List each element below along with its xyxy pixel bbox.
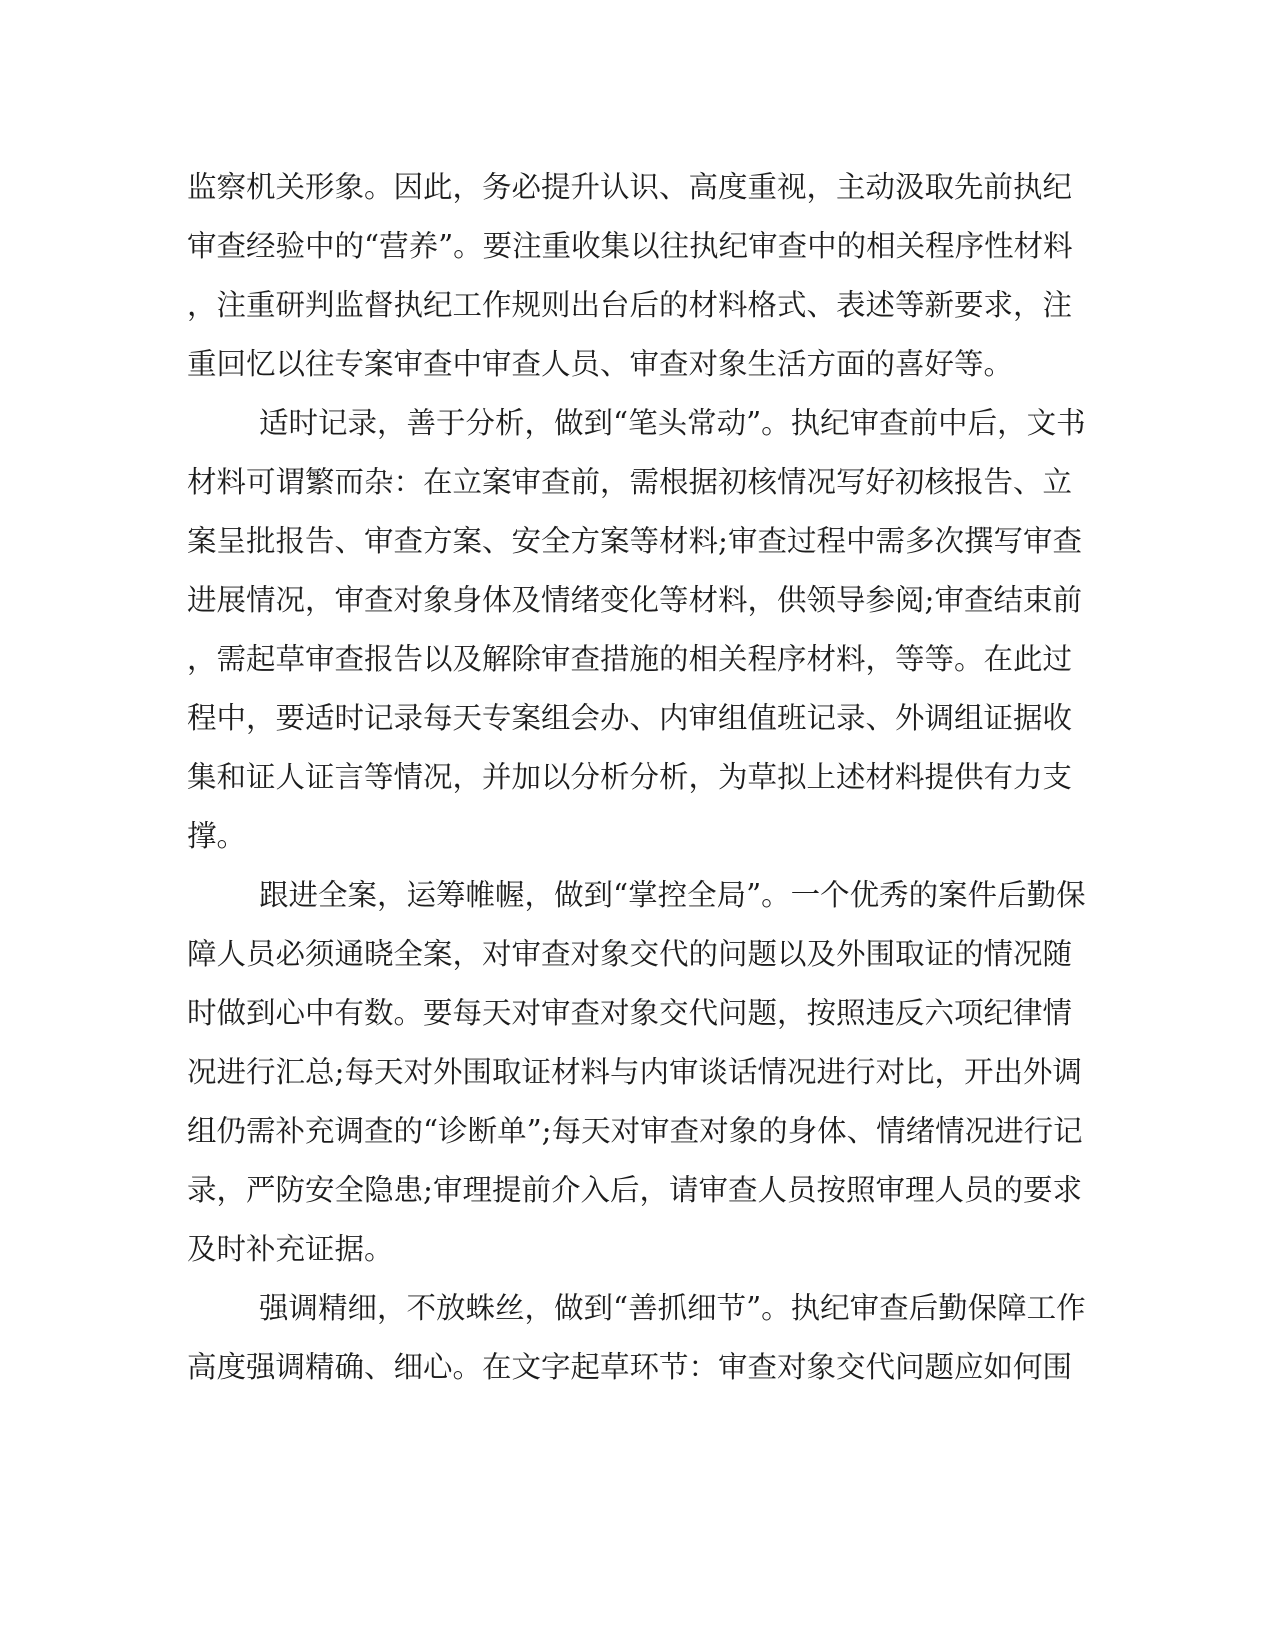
paragraph-2-line-8: 撑。: [187, 819, 247, 853]
paragraph-3-line-6: 录，严防安全隐患;审理提前介入后，请审查人员按照审理人员的要求: [187, 1173, 1082, 1207]
paragraph-2-line-3: 案呈批报告、审查方案、安全方案等材料;审查过程中需多次撰写审查: [187, 524, 1082, 558]
paragraph-2-line-7: 集和证人证言等情况，并加以分析分析，为草拟上述材料提供有力支: [187, 760, 1073, 794]
body-text: [187, 158, 1086, 1397]
paragraph-1-line-3: ，注重研判监督执纪工作规则出台后的材料格式、表述等新要求，注: [187, 288, 1073, 322]
paragraph-3-line-1: 跟进全案，运筹帷幄，做到“掌控全局”。一个优秀的案件后勤保: [259, 878, 1086, 912]
paragraph-2-line-4: 进展情况，审查对象身体及情绪变化等材料，供领导参阅;审查结束前: [187, 583, 1082, 617]
paragraph-3-line-5: 组仍需补充调查的“诊断单”;每天对审查对象的身体、情绪情况进行记: [187, 1114, 1083, 1148]
paragraph-1-line-4: 重回忆以往专案审查中审查人员、审查对象生活方面的喜好等。: [187, 347, 1014, 381]
paragraph-3-line-3: 时做到心中有数。要每天对审查对象交代问题，按照违反六项纪律情: [187, 996, 1073, 1030]
paragraph-3-line-7: 及时补充证据。: [187, 1232, 394, 1266]
paragraph-2-line-2: 材料可谓繁而杂：在立案审查前，需根据初核情况写好初核报告、立: [187, 465, 1073, 499]
paragraph-2-line-5: ，需起草审查报告以及解除审查措施的相关程序材料，等等。在此过: [187, 642, 1073, 676]
paragraph-3-line-2: 障人员必须通晓全案，对审查对象交代的问题以及外围取证的情况随: [187, 937, 1073, 971]
paragraph-2-line-1: 适时记录，善于分析，做到“笔头常动”。执纪审查前中后，文书: [259, 406, 1086, 440]
paragraph-1-line-1: 监察机关形象。因此，务必提升认识、高度重视，主动汲取先前执纪: [187, 170, 1073, 204]
paragraph-2-line-6: 程中，要适时记录每天专案组会办、内审组值班记录、外调组证据收: [187, 701, 1073, 735]
paragraph-4-line-1: 强调精细，不放蛛丝，做到“善抓细节”。执纪审查后勤保障工作: [259, 1291, 1086, 1325]
paragraph-3-line-4: 况进行汇总;每天对外围取证材料与内审谈话情况进行对比，开出外调: [187, 1055, 1082, 1089]
paragraph-1-line-2: 审查经验中的“营养”。要注重收集以往执纪审查中的相关程序性材料: [187, 229, 1073, 263]
paragraph-4-line-2: 高度强调精确、细心。在文字起草环节：审查对象交代问题应如何围: [187, 1350, 1073, 1384]
